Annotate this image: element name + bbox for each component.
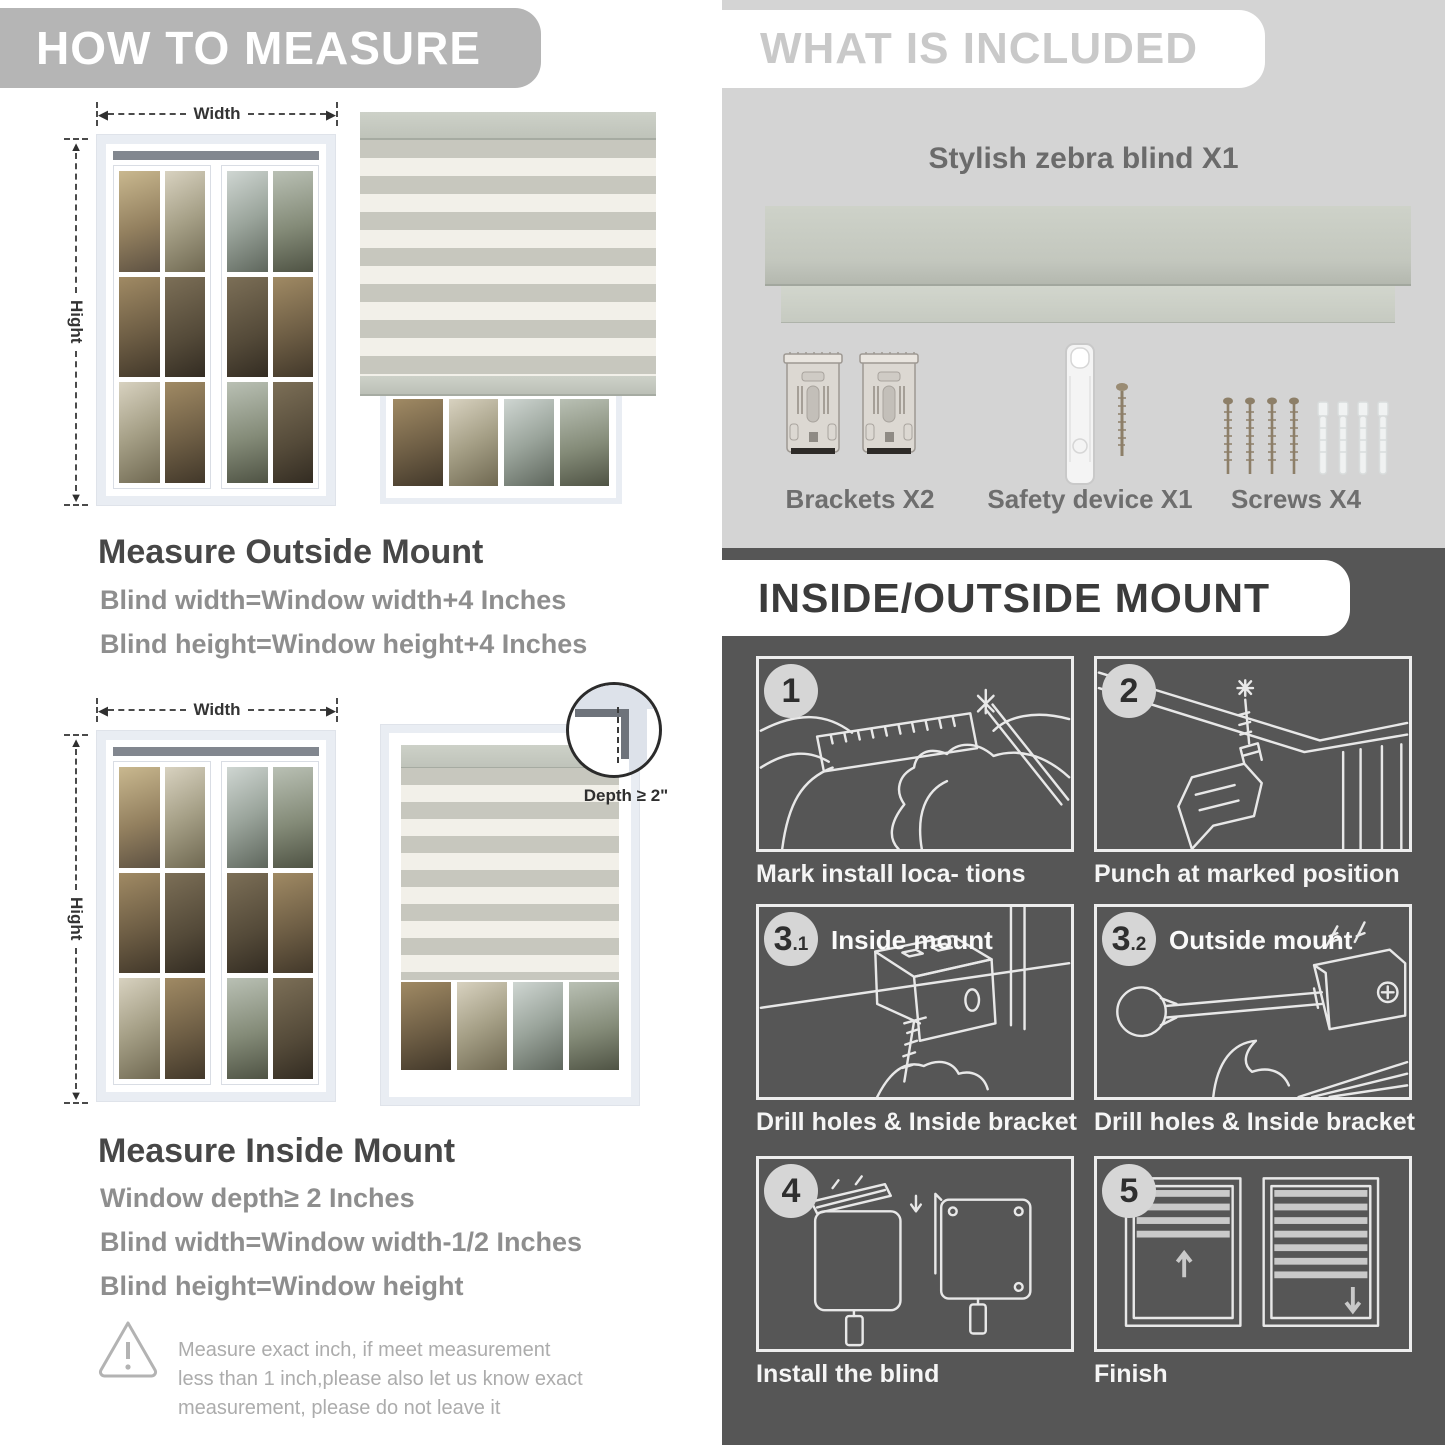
window-panes-row [386, 392, 616, 498]
arrow-down-icon: ▼ [69, 1088, 83, 1103]
zebra-blind-item-label: Stylish zebra blind X1 [928, 142, 1239, 175]
step-badge: 5 [1102, 1164, 1156, 1218]
window-pane [273, 873, 314, 974]
bracket-icon [782, 350, 844, 460]
depth-magnifier [566, 682, 662, 778]
how-to-measure-banner [0, 8, 541, 88]
window-pane [393, 399, 443, 486]
step-panel-1 [756, 656, 1074, 852]
measure-tick [336, 698, 338, 722]
bracket-icon [858, 350, 920, 460]
step-caption: Punch at marked position [1094, 860, 1400, 888]
mount-steps-section [722, 548, 1445, 1445]
magnifier-depth-line [617, 707, 619, 763]
blind-cassette-photo-inner [781, 286, 1395, 323]
arrow-left-icon: ◀ [98, 106, 108, 122]
window-sash-left [113, 165, 211, 489]
safety-device-label: Safety device X1 [987, 484, 1193, 514]
window-pane [273, 978, 314, 1079]
step-caption: Finish [1094, 1360, 1168, 1388]
what-is-included-section [722, 0, 1445, 548]
step-badge: 2 [1102, 664, 1156, 718]
window-pane [273, 767, 314, 868]
window-frame [106, 144, 326, 496]
measure-tick [336, 102, 338, 126]
zebra-blind [360, 112, 656, 394]
window-pane [165, 978, 206, 1079]
safety-device-photo [1062, 342, 1098, 491]
step-inner-title: Outside mount [1169, 925, 1353, 955]
blind-cassette-photo [765, 206, 1411, 286]
measure-dash [108, 709, 186, 711]
measure-dash [75, 948, 77, 1089]
window-pane [165, 277, 206, 378]
inside-mount-line: Window depth≥ 2 Inches [100, 1183, 415, 1213]
window-pane [119, 171, 160, 272]
measure-dash [108, 113, 186, 115]
step-badge: 4 [764, 1164, 818, 1218]
arrow-left-icon: ◀ [98, 702, 108, 718]
magnifier-frame-light [569, 685, 659, 709]
small-screw-photo [1114, 382, 1130, 463]
window-sashes [113, 165, 319, 489]
window-frame [106, 740, 326, 1092]
mount-section-title: INSIDE/OUTSIDE MOUNT [758, 574, 1271, 621]
screws-icon [1222, 396, 1390, 482]
window-pane [165, 171, 206, 272]
step-caption: Drill holes & Inside bracket [1094, 1108, 1415, 1136]
window-illustration-outside [96, 134, 336, 506]
step-inner-title: Inside mount [831, 925, 993, 955]
magnifier-frame-dark [621, 709, 629, 759]
zebra-blind-outside-illustration [360, 112, 656, 504]
outside-mount-title: Measure Outside Mount [98, 533, 484, 572]
window-pane [504, 399, 554, 486]
window-pane [273, 171, 314, 272]
blind-cassette [360, 112, 656, 140]
step-caption: Install the blind [756, 1360, 940, 1388]
arrow-up-icon: ▲ [69, 735, 83, 750]
width-measure-outside [96, 102, 338, 126]
step-badge: 3 .1 [764, 912, 818, 966]
arrow-right-icon: ▶ [326, 702, 336, 718]
width-label: Width [193, 104, 241, 123]
arrow-down-icon: ▼ [69, 490, 83, 505]
depth-label: Depth ≥ 2" [583, 786, 669, 805]
measure-tick [64, 504, 88, 506]
arrow-right-icon: ▶ [326, 106, 336, 122]
height-label: Hight [67, 897, 86, 941]
step-panel-5 [1094, 1156, 1412, 1352]
magnifier-frame-light [629, 709, 647, 775]
measure-dash [75, 351, 77, 491]
window-lintel [113, 747, 319, 756]
outside-mount-line: Blind width=Window width+4 Inches [100, 585, 567, 615]
window-pane [569, 982, 619, 1070]
measure-tick [64, 1102, 88, 1104]
step-panel-4 [756, 1156, 1074, 1352]
measure-warning-text: Measure exact inch, if meet measurement less than 1 inch,please also let us know exact measurement, please do not leave it [178, 1339, 583, 1419]
window-pane [119, 277, 160, 378]
window-pane [513, 982, 563, 1070]
window-pane [165, 767, 206, 868]
window-pane [560, 399, 610, 486]
brackets-label: Brackets X2 [785, 484, 935, 514]
what-is-included-banner [722, 10, 1265, 88]
window-pane [119, 382, 160, 483]
inside-mount-line: Blind height=Window height [100, 1271, 464, 1301]
window-pane [227, 382, 268, 483]
step-badge: 1 [764, 664, 818, 718]
window-sashes [113, 761, 319, 1085]
screw-icon [1114, 382, 1130, 458]
window-pane [273, 382, 314, 483]
window-pane [227, 978, 268, 1079]
window-pane [401, 982, 451, 1070]
window-pane [273, 277, 314, 378]
height-label: Hight [67, 300, 86, 344]
measure-dash [75, 749, 77, 890]
step-caption: Mark install loca- tions [756, 860, 1026, 888]
height-measure-inside [64, 734, 88, 1104]
window-pane [457, 982, 507, 1070]
step-panel-2 [1094, 656, 1412, 852]
screws-label: Screws X4 [1230, 484, 1362, 514]
step-caption: Drill holes & Inside bracket [756, 1108, 1077, 1136]
window-illustration-inside [96, 730, 336, 1102]
step-panel-3-1 [756, 904, 1074, 1100]
window-pane [449, 399, 499, 486]
width-label: Width [193, 700, 241, 719]
how-to-measure-title: HOW TO MEASURE [36, 22, 482, 74]
window-pane [227, 277, 268, 378]
window-panes-row [401, 982, 619, 1070]
zebra-blind-inside-illustration [380, 724, 640, 1106]
window-pane [227, 767, 268, 868]
width-measure-inside [96, 698, 338, 722]
height-measure-outside [64, 138, 88, 506]
window-pane [165, 382, 206, 483]
outside-mount-line: Blind height=Window height+4 Inches [100, 629, 588, 659]
blind-bottom-bar [360, 376, 656, 396]
blind-stripes [360, 140, 656, 376]
window-sash-left [113, 761, 211, 1085]
measure-dash [75, 153, 77, 293]
window-lintel [113, 151, 319, 160]
measure-dash [248, 709, 326, 711]
window-behind-blind [380, 386, 622, 504]
alert-triangle-icon [96, 1318, 160, 1380]
what-is-included-title: WHAT IS INCLUDED [760, 24, 1199, 73]
window-pane [119, 873, 160, 974]
window-sash-right [221, 761, 319, 1085]
inside-mount-title: Measure Inside Mount [98, 1132, 456, 1171]
window-pane [227, 171, 268, 272]
inside-mount-line: Blind width=Window width-1/2 Inches [100, 1227, 583, 1257]
window-pane [227, 873, 268, 974]
measure-dash [248, 113, 326, 115]
safety-device-icon [1062, 342, 1098, 486]
arrow-up-icon: ▲ [69, 139, 83, 154]
window-pane [165, 873, 206, 974]
step-panel-3-2 [1094, 904, 1412, 1100]
mount-section-banner [722, 560, 1350, 636]
window-pane [119, 767, 160, 868]
window-sash-right [221, 165, 319, 489]
screws-anchors-photo [1222, 396, 1390, 487]
window-pane [119, 978, 160, 1079]
brackets-photo [782, 350, 920, 460]
step-badge: 3 .2 [1102, 912, 1156, 966]
